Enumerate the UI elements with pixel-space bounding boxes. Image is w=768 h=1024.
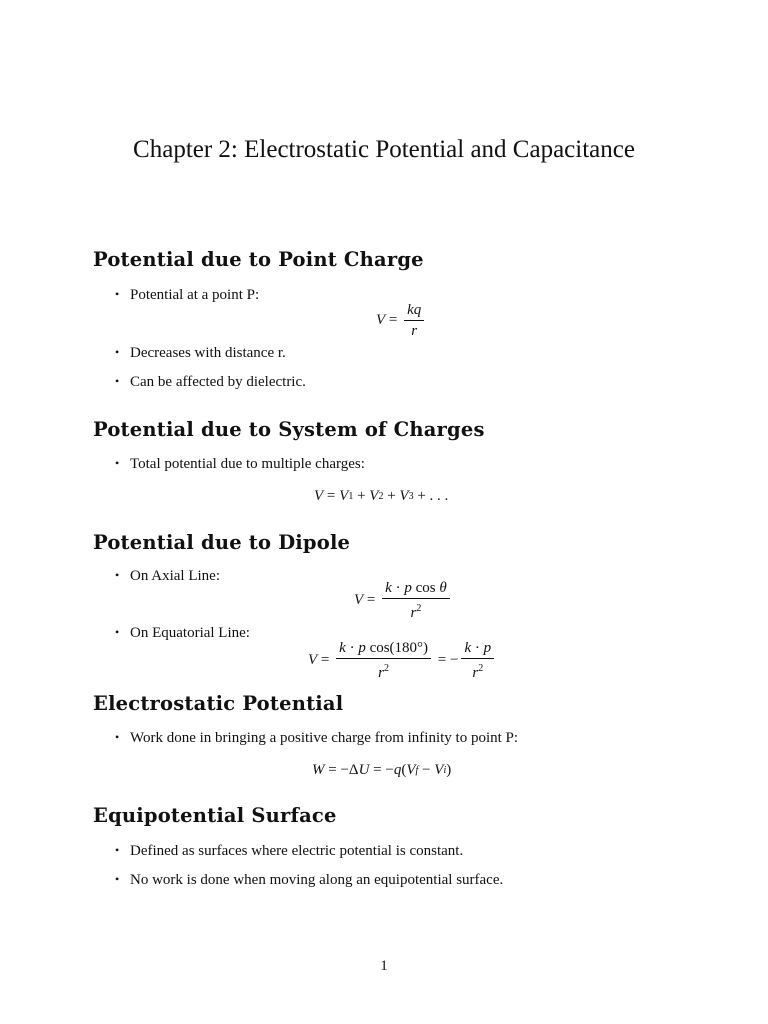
equation-work: W = −Δ U = − q ( V f − V i ) xyxy=(312,762,452,778)
bullet-text: Decreases with distance r. xyxy=(130,345,286,361)
bullet-text: On Equatorial Line: xyxy=(130,625,250,641)
bullet-icon: • xyxy=(115,625,120,639)
bullet-icon: • xyxy=(115,345,120,359)
bullet-text: Potential at a point P: xyxy=(130,287,260,303)
equation-equatorial: V = $\frac{\text{k · p cos(180°)}}{r^2}$ = − $\frac{k \cdot p}{r^2}$ xyxy=(308,640,497,681)
section-heading-dipole: Potential due to Dipole xyxy=(93,531,351,554)
bullet-item xyxy=(115,287,259,304)
chapter-title: Chapter 2: Electrostatic Potential and Capacitance xyxy=(133,136,635,163)
bullet-item xyxy=(115,374,306,391)
section-heading-electrostatic-potential: Electrostatic Potential xyxy=(93,692,344,715)
equation-point-charge: V = $\frac{kq}{r}$ xyxy=(376,302,427,339)
bullet-text: No work is done when moving along an equipotential surface. xyxy=(130,872,504,888)
bullet-icon: • xyxy=(115,730,120,744)
bullet-icon: • xyxy=(115,843,120,857)
bullet-item xyxy=(115,456,365,473)
equation-axial: V = $\frac{\text{k · p cos θ}}{r^2}$ xyxy=(354,580,453,621)
bullet-text: Defined as surfaces where electric potential is constant. xyxy=(130,843,464,859)
bullet-icon: • xyxy=(115,287,120,301)
page-number: 1 xyxy=(380,958,388,974)
bullet-item xyxy=(115,345,286,362)
bullet-item xyxy=(115,625,250,642)
bullet-item xyxy=(115,843,463,860)
bullet-icon: • xyxy=(115,374,120,388)
bullet-item xyxy=(115,730,518,747)
section-heading-point-charge: Potential due to Point Charge xyxy=(93,248,424,271)
bullet-item xyxy=(115,872,503,889)
equation-system: V = V 1 + V 2 + V 3 + . . . xyxy=(314,488,449,504)
bullet-text: On Axial Line: xyxy=(130,568,220,584)
bullet-icon: • xyxy=(115,872,120,886)
bullet-text: Work done in bringing a positive charge from infinity to point P: xyxy=(130,730,519,746)
bullet-text: Can be affected by dielectric. xyxy=(130,374,306,390)
bullet-item xyxy=(115,568,220,585)
bullet-icon: • xyxy=(115,568,120,582)
section-heading-system-charges: Potential due to System of Charges xyxy=(93,418,485,441)
bullet-text: Total potential due to multiple charges: xyxy=(130,456,365,472)
section-heading-equipotential: Equipotential Surface xyxy=(93,804,337,827)
bullet-icon: • xyxy=(115,456,120,470)
